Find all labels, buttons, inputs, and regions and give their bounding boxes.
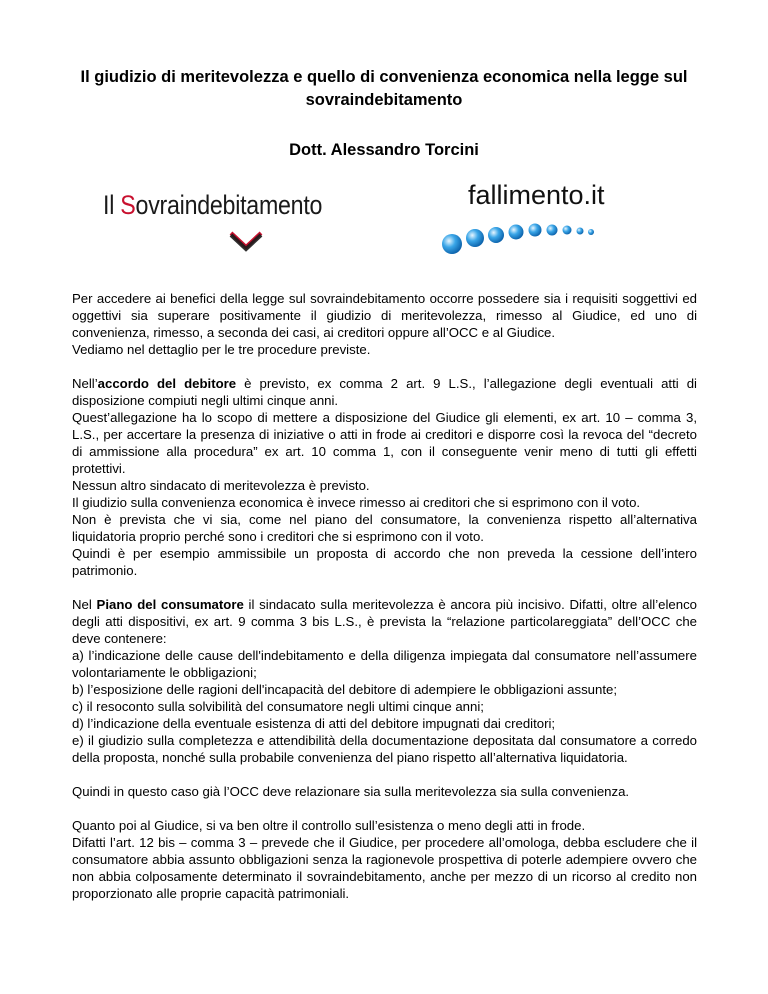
document-body [72,290,697,919]
paragraph-piano [72,596,697,766]
list-item: b) l’esposizione delle ragioni dell'incapacità del debitore di adempiere le obbligazioni assunte; [72,682,618,697]
paragraph-line: Il giudizio sulla convenienza economica è invece rimesso ai creditori che si esprimono con il voto. [72,495,641,510]
author-name: Dott. Alessandro Torcini [289,141,479,159]
paragraph-line: Nel Piano del consumatore il sindacato sulla meritevolezza è ancora più incisivo. Difatti, oltre all’elenco degli atti dispositivi, ex art. 9 comma 3 bis L.S., è prevista la “relazione particolareggiata” dell’OCC che deve contenere: [72,597,697,646]
paragraph-line: Nell’accordo del debitore è previsto, ex comma 2 art. 9 L.S., l’allegazione degli eventuali atti di disposizione compiuti negli ultimi cinque anni. [72,376,697,408]
list-item: e) il giudizio sulla completezza e attendibilità della documentazione depositata dal consumatore a corredo della proposta, nonché sulla probabile convenienza del piano rispetto all’alternativa liquidatoria. [72,733,697,765]
fallimento-logo-text: fallimento.it [468,180,605,210]
bubbles-icon [438,214,678,264]
chevron-down-icon [228,230,264,252]
bold-term: Piano del consumatore [96,597,244,612]
paragraph-line: Quest’allegazione ha lo scopo di mettere a disposizione del Giudice gli elementi, ex art. 10 – comma 3, L.S., per accertare la presenza di iniziative o atti in frode ai creditori e disporre così la revoca del “decreto di ammissione alla procedura” ex art. 10 comma 1, con il conseguente venir meno di tutti gli effetti protettivi. [72,410,697,476]
document-title: Il giudizio di meritevolezza e quello di convenienza economica nella legge sul sovraindebitamento [80,68,688,109]
paragraph-line: Non è prevista che vi sia, come nel piano del consumatore, la convenienza rispetto all’alternativa liquidatoria proprio perché sono i creditori che si esprimono con il voto. [72,512,697,544]
paragraph-line: Difatti l’art. 12 bis – comma 3 – prevede che il Giudice, per procedere all’omologa, debba escludere che il consumatore abbia assunto obbligazioni senza la ragionevole prospettiva di poterle adempiere ovvero che non abbia colposamente determinato il sovraindebitamento, anche per mezzo di un ricorso al credito non proporzionato alle proprie capacità patrimoniali. [72,835,697,901]
sovraindebitamento-logo-text: Il Sovraindebitamento [103,190,323,220]
list-item: d) l’indicazione della eventuale esistenza di atti del debitore impugnati dai creditori; [72,716,556,731]
paragraph-intro [72,290,697,358]
list-item: a) l’indicazione delle cause dell'indebitamento e della diligenza impiegata dal consumatore nell’assumere volontariamente le obbligazioni; [72,648,697,680]
bold-term: accordo del debitore [97,376,237,391]
paragraph-accordo [72,375,697,579]
list-item: c) il resoconto sulla solvibilità del consumatore negli ultimi cinque anni; [72,699,484,714]
paragraph-line: Vediamo nel dettaglio per le tre procedure previste. [72,342,371,357]
paragraph-line: Quindi è per esempio ammissibile un proposta di accordo che non preveda la cessione dell’intero patrimonio. [72,546,697,578]
fallimento-logo [468,180,668,260]
sovraindebitamento-logo [103,190,343,258]
paragraph-giudice [72,817,697,902]
paragraph-occ: Quindi in questo caso già l’OCC deve relazionare sia sulla meritevolezza sia sulla convenienza. [72,784,630,799]
paragraph-line: Per accedere ai benefici della legge sul sovraindebitamento occorre possedere sia i requisiti soggettivi ed oggettivi sia superare positivamente il giudizio di meritevolezza, rimesso al Giudice, ed uno di convenienza, rimesso, a seconda dei casi, ai creditori oppure all’OCC e al Giudice. [72,291,697,340]
paragraph-line: Nessun altro sindacato di meritevolezza è previsto. [72,478,370,493]
paragraph-line: Quanto poi al Giudice, si va ben oltre il controllo sull’esistenza o meno degli atti in frode. [72,818,586,833]
